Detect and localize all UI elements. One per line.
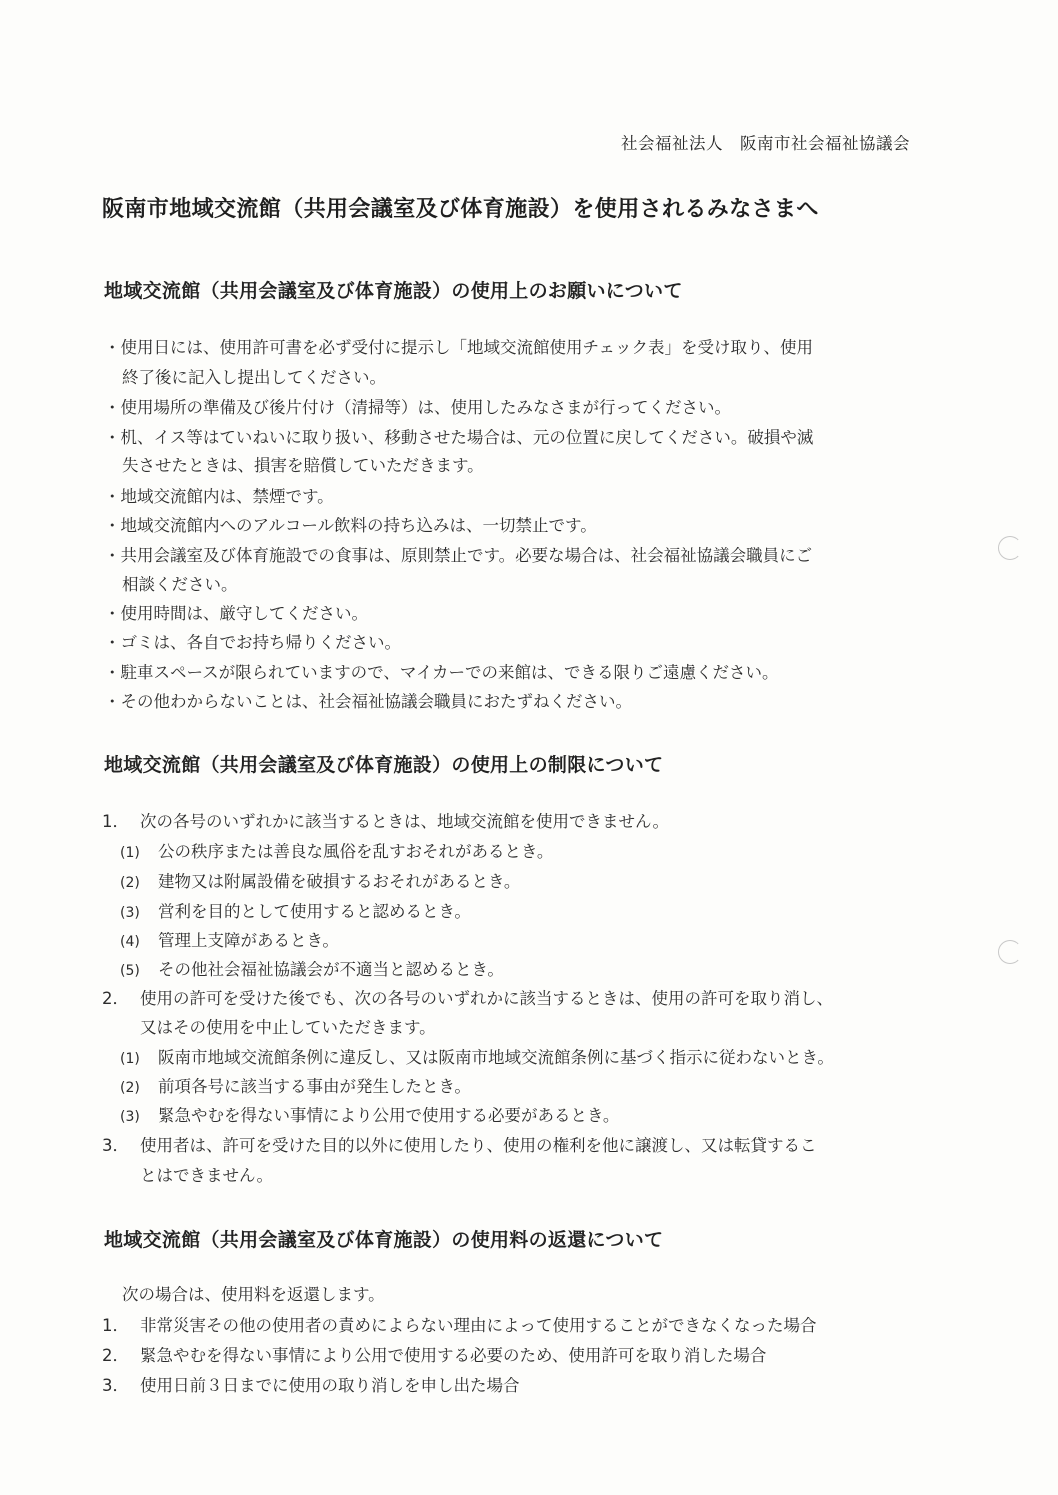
numbered-item-continuation: とはできません。 [140,1166,273,1185]
list-item: ・使用時間は、厳守してください。 [104,604,368,623]
numbered-item: 2． 緊急やむを得ない事情により公用で使用する必要のため、使用許可を取り消した場合 [102,1346,767,1365]
list-item: ・使用日には、使用許可書を必ず受付に提示し「地域交流館使用チェック表」を受け取り、使用 [104,338,814,357]
page-title: 阪南市地域交流館（共用会議室及び体育施設）を使用されるみなさまへ [102,197,819,222]
section-heading-refunds: 地域交流館（共用会議室及び体育施設）の使用料の返還について [104,1229,664,1251]
sub-item: (5) その他社会福祉協議会が不適当と認めるとき。 [120,960,504,979]
list-item: ・ゴミは、各自でお持ち帰りください。 [104,633,401,652]
sub-item: (1) 阪南市地域交流館条例に違反し、又は阪南市地域交流館条例に基づく指示に従わないとき。 [120,1048,834,1067]
punch-hole-mark [998,536,1022,560]
numbered-item: 1． 次の各号のいずれかに該当するときは、地域交流館を使用できません。 [102,812,669,831]
numbered-item: 3． 使用日前３日までに使用の取り消しを申し出た場合 [102,1376,520,1395]
list-item: ・共用会議室及び体育施設での食事は、原則禁止です。必要な場合は、社会福祉協議会職員にご [104,546,813,565]
intro-text: 次の場合は、使用料を返還します。 [122,1285,385,1304]
list-item-continuation: 失させたときは、損害を賠償していただきます。 [122,456,484,475]
list-item: ・地域交流館内へのアルコール飲料の持ち込みは、一切禁止です。 [104,516,597,535]
sub-item: (2) 建物又は附属設備を破損するおそれがあるとき。 [120,872,521,891]
section-heading-requests: 地域交流館（共用会議室及び体育施設）の使用上のお願いについて [104,280,683,302]
sub-item: (2) 前項各号に該当する事由が発生したとき。 [120,1077,471,1096]
list-item-continuation: 相談ください。 [122,575,238,594]
bullet-marker: ・ [104,338,121,357]
numbered-item: 3． 使用者は、許可を受けた目的以外に使用したり、使用の権利を他に譲渡し、又は転貸するこ [102,1136,817,1155]
sub-item: (1) 公の秩序または善良な風俗を乱すおそれがあるとき。 [120,842,554,861]
section-heading-restrictions: 地域交流館（共用会議室及び体育施設）の使用上の制限について [104,754,664,776]
numbered-item: 1． 非常災害その他の使用者の責めによらない理由によって使用することができなくなった場合 [102,1316,817,1335]
sub-item: (3) 緊急やむを得ない事情により公用で使用する必要があるとき。 [120,1106,620,1125]
punch-hole-mark [998,940,1022,964]
list-item: ・その他わからないことは、社会福祉協議会職員におたずねください。 [104,692,632,711]
list-item: ・机、イス等はていねいに取り扱い、移動させた場合は、元の位置に戻してください。破損や滅 [104,428,814,447]
organization-name: 社会福祉法人 阪南市社会福祉協議会 [621,134,910,153]
list-item: ・使用場所の準備及び後片付け（清掃等）は、使用したみなさまが行ってください。 [104,398,731,417]
numbered-item-continuation: 又はその使用を中止していただきます。 [140,1018,436,1037]
sub-item: (3) 営利を目的として使用すると認めるとき。 [120,902,471,921]
list-item: ・地域交流館内は、禁煙です。 [104,487,334,506]
sub-item: (4) 管理上支障があるとき。 [120,931,339,950]
list-item-continuation: 終了後に記入し提出してください。 [122,368,386,387]
numbered-item: 2． 使用の許可を受けた後でも、次の各号のいずれかに該当するときは、使用の許可を取り消し、 [102,989,833,1008]
list-item: ・駐車スペースが限られていますので、マイカーでの来館は、できる限りご遠慮ください。 [104,663,779,682]
